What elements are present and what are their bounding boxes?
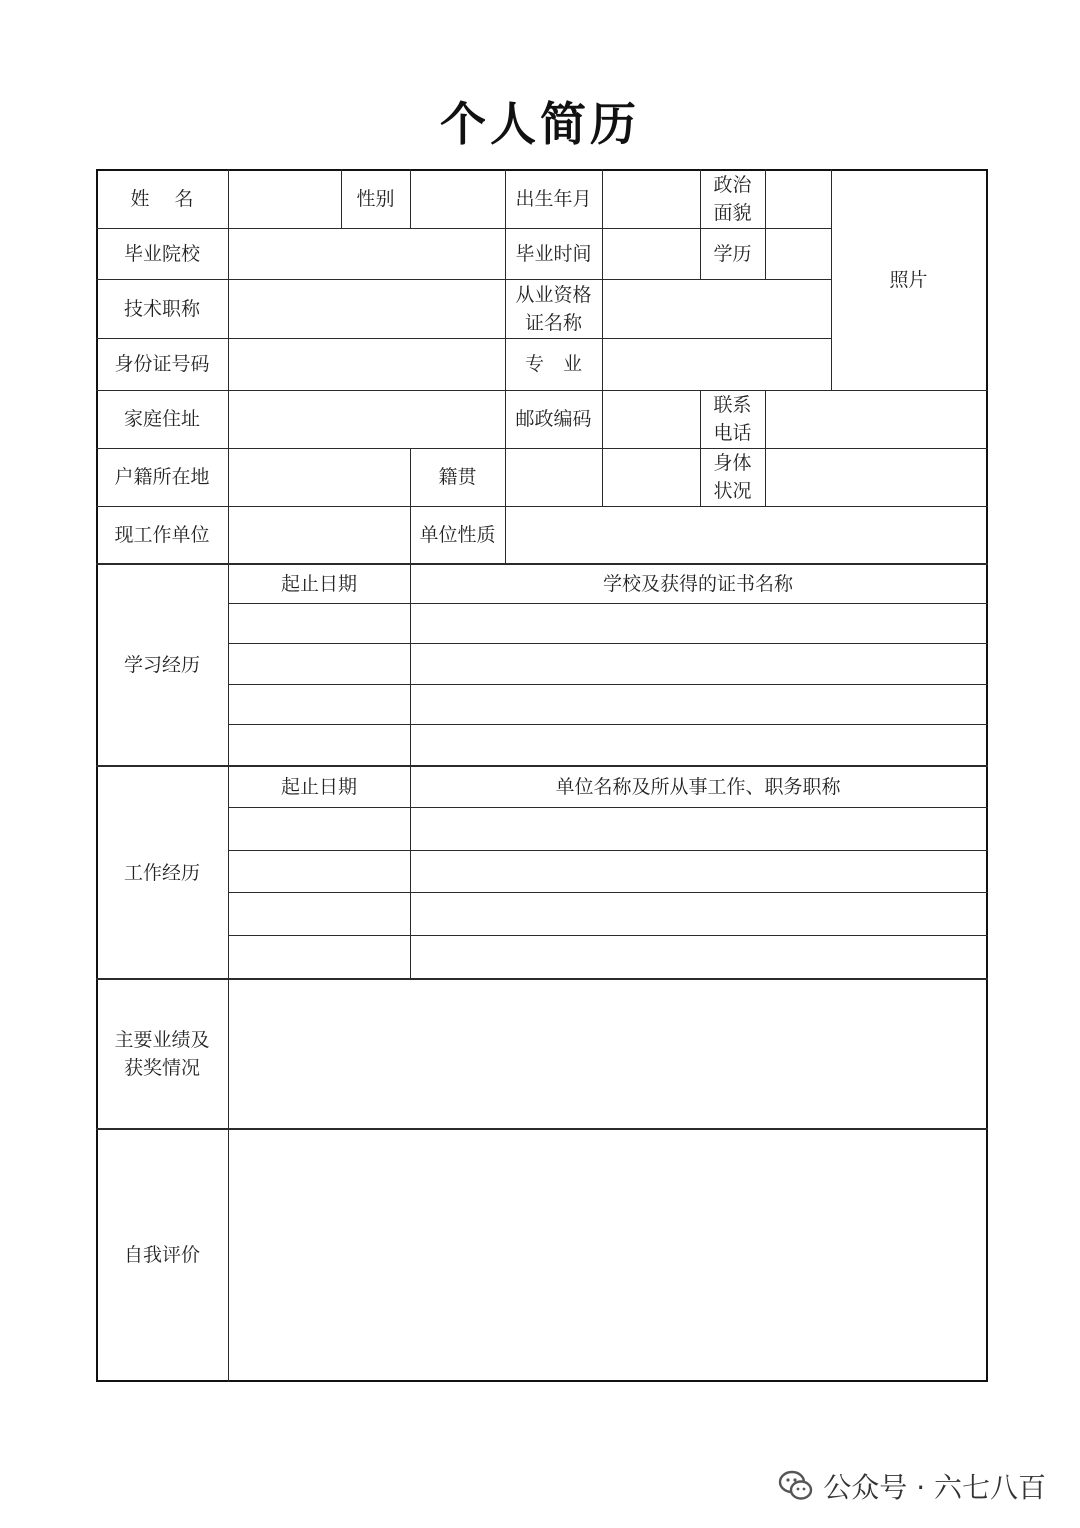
work-col-date: 起止日期 [280, 776, 357, 798]
col-line [505, 448, 506, 564]
row-line [228, 892, 988, 893]
col-line [765, 390, 766, 506]
row-line [228, 603, 988, 604]
label-achievements-line1: 主要业绩及 [114, 1029, 210, 1051]
label-major: 专 业 [524, 353, 582, 375]
label-phone-line2: 电话 [713, 422, 752, 444]
label-study-history: 学习经历 [123, 654, 200, 676]
label-cert [505, 279, 602, 338]
row-line [228, 684, 988, 685]
label-health-line2: 状况 [713, 480, 752, 502]
label-address: 家庭住址 [123, 408, 200, 430]
col-line [765, 169, 766, 279]
label-health-line1: 身体 [713, 452, 752, 474]
label-political-line1: 政治 [713, 173, 752, 196]
label-phone-line1: 联系 [713, 394, 752, 416]
row-line [96, 506, 988, 507]
wechat-icon [777, 1467, 815, 1505]
label-id-no: 身份证号码 [114, 353, 210, 375]
label-employer-type: 单位性质 [419, 523, 496, 546]
row-line [228, 850, 988, 851]
work-col-detail: 单位名称及所从事工作、职务职称 [555, 776, 841, 798]
label-cert-line2: 证名称 [524, 311, 582, 334]
row-line [96, 448, 988, 449]
table-border-bottom [96, 1380, 988, 1382]
row-line [228, 935, 988, 936]
label-postcode: 邮政编码 [515, 408, 592, 430]
label-hukou: 户籍所在地 [114, 466, 210, 488]
label-political [700, 169, 765, 228]
photo-box: 照片 [889, 268, 928, 291]
table-border-right [986, 169, 988, 1382]
label-native: 籍贯 [438, 466, 477, 488]
label-grad-time: 毕业时间 [515, 242, 592, 265]
col-line [602, 169, 603, 507]
label-achievements [96, 980, 228, 1128]
row-line [228, 643, 988, 644]
label-tech-title: 技术职称 [123, 297, 200, 320]
label-political-line2: 面貌 [713, 201, 752, 224]
label-cert-line1: 从业资格 [515, 283, 592, 306]
page-title: 个人简历 [440, 97, 640, 151]
label-health [700, 448, 765, 506]
label-school: 毕业院校 [123, 242, 200, 265]
label-birth: 出生年月 [515, 187, 592, 210]
study-col-date: 起止日期 [280, 573, 357, 595]
row-line [228, 724, 988, 725]
study-col-detail: 学校及获得的证书名称 [602, 573, 793, 595]
row-line [96, 978, 988, 980]
label-degree: 学历 [713, 242, 752, 265]
row-line [228, 807, 988, 808]
label-achievements-line2: 获奖情况 [123, 1057, 200, 1079]
label-gender: 性别 [356, 187, 395, 210]
col-line [410, 169, 411, 228]
watermark-text: 公众号 · 六七八百 [823, 1471, 1046, 1504]
resume-table [96, 169, 988, 1382]
label-self-eval: 自我评价 [123, 1244, 200, 1266]
label-employer: 现工作单位 [114, 523, 210, 546]
label-name: 姓 名 [130, 187, 194, 210]
watermark [777, 1466, 1046, 1506]
label-work-history: 工作经历 [123, 861, 200, 884]
label-phone [700, 390, 765, 448]
row-line [96, 1128, 988, 1130]
